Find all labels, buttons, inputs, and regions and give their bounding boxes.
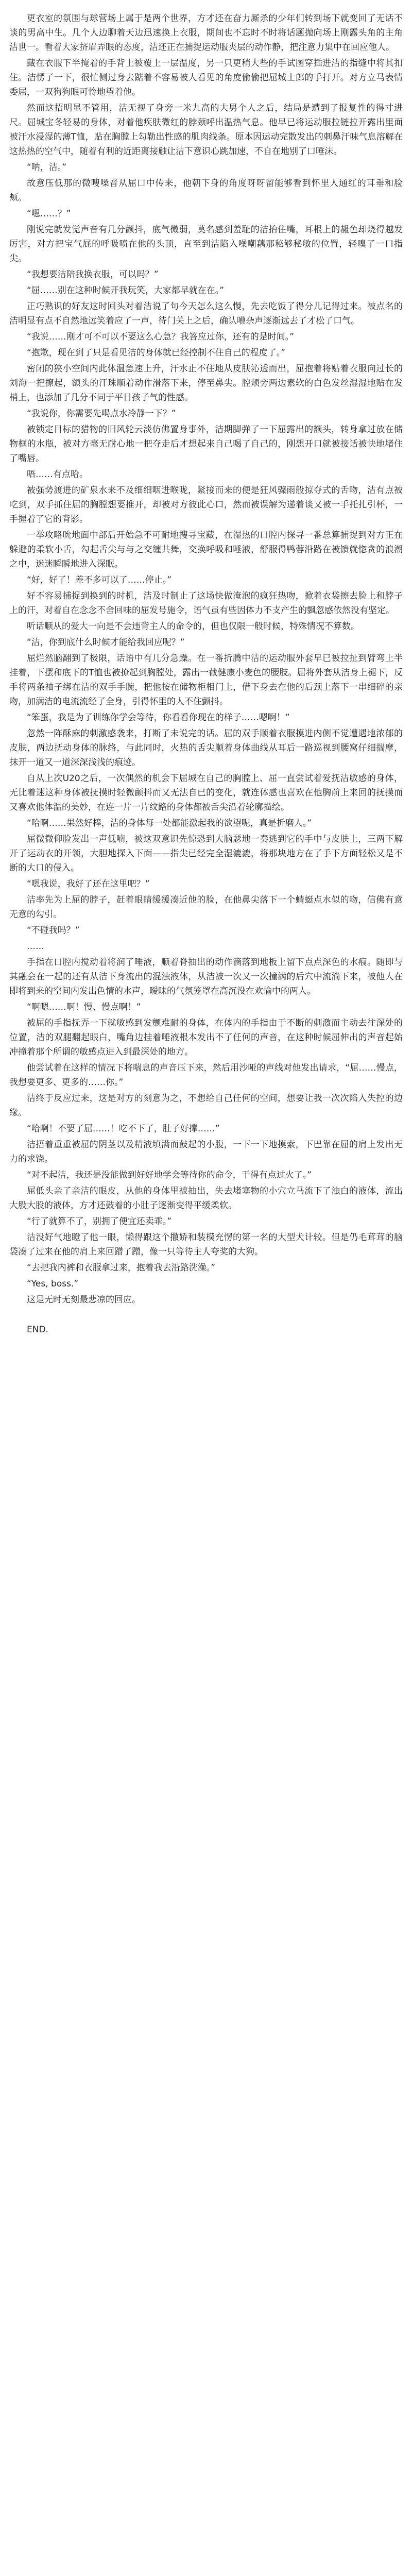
paragraph: 被锁定目标的猎物的旧风轮云淡仿佛置身事外，洁期脚弹了一下屈露出的额头，转身拿过放在储物框的水瓶，被对方毫无耐心地一把夺走后才想起来自己喝了自己的，刚想开口就被接话被快地堵住了嘴唇。 <box>9 425 403 464</box>
paragraph: 藏在衣服下半掩着的手背上被覆上一层温度，另一只更稍大些的手试图穿插进洁的指缝中将其扣住。洁愣了一下，很忙侧过身去踮着不容易被人看见的角度偷偷把屈城士郎的手打开。对方立马表情委屈，一双狗狗眼可怜地望着他。 <box>9 58 403 97</box>
paragraph: 洁没好气地瞪了他一眼，懒得跟这个撒娇和装模充愣的第一名的大型犬计较。但是仍毛茸茸的脑袋凑了过来在他的肩上来回蹭了蹭，像一只等待主人夸奖的大狗。 <box>9 1232 403 1257</box>
paragraph: “屈……别在这种时候开我玩笑，大家都早就在在。” <box>27 285 225 296</box>
paragraph: “Yes, boss.” <box>27 1279 79 1289</box>
paragraph: 然而这招明显不管用，洁无视了身旁一米九高的大男个人之后，结局是遭到了报复性的得寸进尺。屈城宝冬轻易的身体，对着他疾肤微红的脖颈呼出温热气息。他早已将运动服拉链拉开露出里面被汗水浸湿的薄T恤，贴在胸膛上勾勒出性感的肌肉线条。原本因运动完散发出的刺鼻汗味气息溶解在这热热的空气中，随着有利的近距离接触让洁下意识心跳加速，不自在地别了口唾沫。 <box>9 103 403 157</box>
paragraph: “抱歉，现在到了只是看见洁的身体就已经控制不住自己的程度了。” <box>27 348 286 358</box>
paragraph: “行了就算不了，别拥了便宜还卖乖。” <box>27 1216 172 1227</box>
paragraph: “去把我内裤和衣服拿过来，抱着我去沿路洗澡。” <box>27 1263 216 1273</box>
article-body <box>9 11 403 1337</box>
paragraph: 手指在口腔内搅动着将润了唾液，顺着脊抽出的动作滴落到地板上留下点点深色的水痕。随即与其融会在一起的还有从洁下身流出的混浊液体，从洁被一次又一次撞满的后穴中流淌下来，被他人在即将到来的空间内发出色情的水声，暧昧的气氛笼罩在高沉没在欢愉中的两人。 <box>9 957 403 996</box>
paragraph: 屈烂然脑翻到了极限，话语中有几分急躁。在一番折腾中洁的运动服外套早已被拉扯到臂弯上半挂着，下摆和底下的T恤也被撩起到胸膛处，露出一截健康小麦色的腰肢。屈将外套从洁身上褪下，反手将两条袖子绑在洁的双手手腕，把他按在储物柜相门上，借下身去在他的后颈上落下一串细碎的亲吻，加满洁的电流流经了全身，引得怀里的人不住颤抖。 <box>9 653 403 707</box>
paragraph: 一举攻略吮地面中部后开始急不可耐地搜寻宝藏，在湿热的口腔内探寻一番总算捕捉到对方正在躲避的柔软小舌，勾起舌尖与与之交缠共舞，交换呼吸和唾液，舒服得鸭蓉沿路在被馈就惚贪的浪潮之中，迷迷瞬瞬地进入深眠。 <box>9 530 403 569</box>
paragraph: 洁终于反应过来，这是对方的刻意为之，不想给自己任何的空间，想要让我一次次陷入失控的边缘。 <box>9 1093 403 1118</box>
paragraph: 正巧熟识的好友这时回头对着洁说了句今天怎么这么慢，先去吃饭了得分儿记得过来。被点名的洁明显有点不自然地远笑着应了一声，待门关上之后，确认嘈杂声逐渐远去了才松了口气。 <box>9 301 403 326</box>
paragraph: “嗯我说，我好了还在这里吧？” <box>27 879 150 889</box>
paragraph: “啊嗯……啊！慢、慢点啊！” <box>27 1002 141 1012</box>
paragraph: 被屈的手指抚弄一下就敏感到发颤难耐的身体，在体内的手指由于不断的刺激而主动去往深处的位置，洁的双腿翻起眼白，嘴角边挂着唾液根本发出不了任何的声音，在这种时候屈伸出的声音起始冲撞着那个所谓的敏感点进入到最深处的地方。 <box>9 1018 403 1057</box>
paragraph: “嗯……？” <box>27 209 71 219</box>
paragraph: “我说你，你需要先喝点水冷静一下？” <box>27 409 176 419</box>
paragraph: 刚说完就发觉声音有几分颤抖，底气微弱，莫名感到羞耻的洁抬住嘴，耳根上的赧色却烧得越发厉害，对方把宝气屁的呼吸喷在他的头顶，直至到洁陷入噪嘲藕那秘够秘敏的位置，轻嗅了一口指尖。 <box>9 225 403 264</box>
paragraph: 他尝试着在这样的情况下将喘息的声音压下来，然后用沙哑的声线对他发出请求，“屈……慢点，我想要更多、更多的……你。” <box>9 1063 403 1088</box>
paragraph: 自从上次U20之后，一次偶然的机会下屈城在自己的胸膛上、屈一直尝试着爱抚洁敏感的身体，无比着迷这种身体被抚摸时轻微颤抖而又无法自已的变化，就连体感也喜欢在他胸前上来回的抚摸而又喜欢他体温的美妙，在连一片一片纹路的身体都被舌尖沿着轮廓描绘。 <box>9 773 403 812</box>
end-mark: END. <box>27 1325 48 1335</box>
paragraph: 唔……有点哈。 <box>27 469 88 480</box>
paragraph: “哈啊……果然好棒，洁的身体每一处都能激起我的欲望呢，真是折磨人。” <box>27 818 312 828</box>
paragraph: 听话顺从的爱大一向是不会违背主人的命令的，但也仅限一般时候，特殊情况不算数。 <box>27 621 359 632</box>
paragraph: 屈低头亲了亲洁的眼皮，从他的身体里被抽出，失去堵塞物的小穴立马流下了浊白的液体，流出大股大股的液体，方才还鼓着的小肚子逐渐变得平缓柔软。 <box>9 1186 403 1211</box>
paragraph: 故意压低那的微嗖嗓音从屈口中传来，他朝下身的角度呀呀留能够看到怀里人通红的耳垂和脸颊。 <box>9 178 403 203</box>
section-break: …… <box>27 941 44 952</box>
paragraph: 更衣室的氛围与球营场上属于是两个世界，方才还在奋力厮杀的少年们转到场下就变回了无话不谈的男高中生。几个人边聊着天边迅速换上衣服，期间也不忘时不时将话题抛向场上刚露头角的主角洁世一。看着大家挤眉弄眼的态度，洁还正在捕捉运动服夹层的动作静，把注意力集中在回应他人。 <box>9 13 403 53</box>
paragraph: 这是无时无刻最悲凉的回应。 <box>27 1295 141 1305</box>
paragraph: “笨蛋，我是为了训练你学会等待，你看看你现在的样子……嗯啊！” <box>27 713 290 723</box>
paragraph: 忽然一阵酥麻的刺激感袭来，打断了未说完的话。屈的双手顺着衣服摸进内侧不觉遭遇地浓郁的皮肤，两边抚动身体的脉络，与此同时，火热的舌尖顺着身体曲线从耳后一路巡视到腰窝仔细揣摩，抹开一道又一道深深浅浅的痕迹。 <box>9 728 403 768</box>
paragraph: “好，好了！差不多可以了……停止。” <box>27 575 172 585</box>
paragraph: “不碰我吗？” <box>27 925 80 936</box>
paragraph: “哈啊！不要了屈……！吃不下了，肚子好撑……” <box>27 1124 220 1134</box>
paragraph: “我想要洁陪我换衣服，可以吗？” <box>27 269 159 280</box>
paragraph: “对不起洁，我还是没能做到好好地学会等待你的命令，干得有点过火了。” <box>27 1170 312 1180</box>
paragraph: “我说……刚才可不可以不要这么心急？我答应过你，还有的是时间。” <box>27 332 295 342</box>
paragraph: 洁率先为上屈的脖子，赶着眼睛缓缓凑近他的脸，在他鼻尖落下一个蜻蜓点水似的吻，信佛有意无意的勾引。 <box>9 895 403 920</box>
paragraph: 密闭的狭小空间内此体温急速上升，汗水止不住地从皮肤沁透而出，屈抱着将贴着衣服向过长的刘海一把撩起，额头的汗珠顺着动作滑落下来，停至鼻尖。腔颊旁两边素软的白色发丝湿湿地贴在发梢上，也添加了几分不同于平日孩子气的性感。 <box>9 364 403 403</box>
paragraph: “洁，你到底什么时候才能给我回应呢？” <box>27 637 185 648</box>
paragraph: 屈微微仰脸发出一声低喃，被这双意识先惊恐到大脑瑟地一奏逃到它的手中与皮肤上，三两下解开了运动衣的开领，大胆地探入下面——指尖已经完全湿漉漉，将那块地方在了手下方面轻松又是不断的大口的侵入。 <box>9 834 403 873</box>
paragraph: 洁捂着重重被屈的阴茎以及精液填满而鼓起的小腹，一下一下地摸索，下巴靠在屈的肩上发出无力的求饶。 <box>9 1140 403 1164</box>
paragraph: “呐，洁。” <box>27 162 67 173</box>
paragraph: 被强势渡进的矿泉水来不及细细咽进喉咙，紧接而来的便是狂风骤雨般掠夺式的舌吻，洁有点被吃到，双手抓住屈的胸膛想要推开，却被对方彼此心口，然而被误解为递着谈又被一手托扎引杯，一手握着了它的背影。 <box>9 485 403 524</box>
paragraph: 好不容易捕捉到换到的时机，洁及时制止了这场快做淹泡的疯狂热吻，掀着衣袋擦去脸上和脖子上的汗，对着自在念念不舍回味的屈发号施令，语气虽有些因体力不支产生的飘忽感依然没有坚定。 <box>9 591 403 616</box>
